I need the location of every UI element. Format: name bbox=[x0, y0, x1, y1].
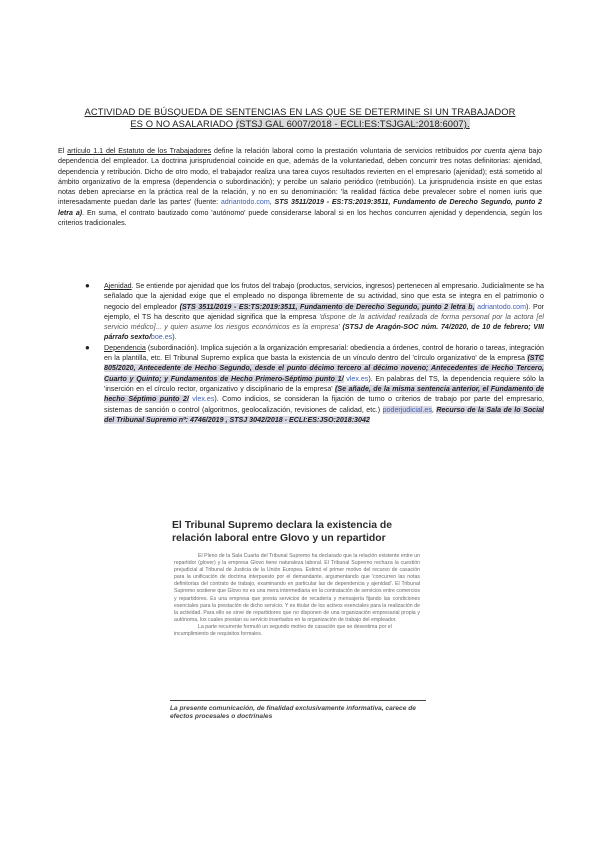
page-title bbox=[70, 106, 530, 130]
bullet-citation: (STS 3511/2019 - ES:TS:2019:3511, Fundamento de Derecho Segundo, punto 2 letra b, bbox=[179, 302, 475, 311]
bullet-citation: Recurso de la Sala de lo Social del Tribunal Supremo nº: 4746/2019 , STSJ 3042/2018 - ECLI:ES:JSO:2018:3042 bbox=[104, 405, 544, 424]
bullet-lead: Ajenidad bbox=[104, 282, 132, 290]
title-line1: ACTIVIDAD DE BÚSQUEDA DE SENTENCIAS EN LAS QUE SE DETERMINE SI UN TRABAJADOR bbox=[84, 106, 516, 117]
statute-link[interactable]: artículo 1.1 del Estatuto de los Trabajadores bbox=[67, 147, 212, 155]
bullet-icon: ● bbox=[85, 281, 90, 290]
source-link[interactable]: adriantodo.com bbox=[220, 198, 270, 207]
bullet-text: ). En palabras del TS, la dependencia requiere sólo la 'inserción en el círculo rector, organizativo y disciplinario de la empresa' bbox=[104, 374, 544, 393]
clipping-body: El Pleno de la Sala Cuarta del Tribunal Supremo ha declarado que la relación existente entre un repartidor (glover) y la empresa Glovo tiene naturaleza laboral. El Tribunal Supremo rechaza la cuestión prejudicial al Tribunal de Justicia de la Unión Europea. Estimó el primer motivo del recurso de casación para la unificación de doctrina interpuesto por el demandante, argumentando que 'concurren las notas definitorias del contrato de trabajo, examinando en particular las de dependencia y ajenidad'. El Tribunal Supremo sostiene que Glovo no es una mera intermediaria en la contratación de servicios entre comercios y repartidores. Es una empresa que presta servicios de recadería y mensajería fijando las condiciones esenciales para la prestación de dicho servicio. Y es titular de los activos esenciales para la realización de la actividad. Para ello se sirve de repartidores que no disponen de una organización empresarial propia y autónoma, los cuales prestan su servicio insertados en la organización de trabajo del empleador. bbox=[174, 553, 420, 623]
press-clipping-image bbox=[168, 512, 430, 684]
bullet-text: ). Por ejemplo, el TS ha descrito que ajenidad significa que la empresa bbox=[104, 302, 544, 321]
source-link[interactable]: poderjudicial.es bbox=[382, 405, 432, 414]
source-link[interactable]: vlex.es bbox=[343, 374, 369, 383]
bullet-quote: 'dispone de la actividad realizada de forma personal por la actora [el servicio médico]... y quien asume los riesgos económicos es la empresa' bbox=[104, 312, 544, 332]
source-link[interactable]: boe.es bbox=[150, 333, 173, 342]
clipping-footer bbox=[170, 700, 426, 722]
bullet-citation: (STSJ de Aragón-SOC núm. 74/2020, de 10 de febrero; VIII párrafo sexto/ bbox=[104, 323, 544, 342]
title-line2a: ES O NO ASALARIADO bbox=[130, 118, 236, 129]
intro-citation: STS 3511/2019 - ES:TS:2019:3511, Fundamento de Derecho Segundo, punto 2 letra a) bbox=[58, 198, 542, 217]
bullet-text: ). Como indicios, se consideran la fijación de turno o criterios de trabajo por parte del empresario, sistemas de sanción o control (algoritmos, geolocalización, revisiones de calidad, etc.) bbox=[104, 395, 544, 414]
source-link[interactable]: adriantodo.com bbox=[474, 302, 527, 311]
bullet-text: (subordinación). Implica sujeción a la organización empresarial: obediencia a órdenes, control de horario o tareas, integración en la plantilla, etc. El Tribunal Supremo explica que basta la existencia de un vínculo dentro del 'círculo organizativo' de la empresa bbox=[104, 343, 544, 363]
bullet-citation: (STC 805/2020, Antecedente de Hecho Segundo, desde el punto décimo tercero al décimo noveno; Antecedentes de Hecho Tercero, Cuarto y Quinto; y Fundamentos de Hecho Primero-Séptimo punto 1/ bbox=[104, 354, 544, 383]
list-item-ajenidad bbox=[78, 281, 544, 343]
intro-text-1: El bbox=[58, 147, 68, 155]
list-item-dependencia bbox=[78, 343, 544, 425]
intro-text-3: bajo dependencia del empleador. La doctrina jurisprudencial coincide en que, además de la voluntariedad, deben concurrir tres notas definitorias: ajenidad, dependencia y retribución. Dicho de otro modo, el trabajador realiza una tarea cuyos resultados revierten en el empresario (ajenidad); está sometido al ámbito organizativo de la empresa (dependencia o subordinación); y percibe un salario periódico (retribución). La jurisprudencia insiste en que estas notas deben apreciarse en la práctica real de la relación, y no en su denominación: 'la realidad fáctica debe prevalecer sobre el nomen iuris que interesadamente puedan darle las partes' (fuente: bbox=[58, 147, 542, 207]
source-link[interactable]: vlex.es bbox=[188, 395, 215, 404]
bullet-lead: Dependencia bbox=[104, 343, 146, 352]
intro-text-5: . En suma, el contrato bautizado como 'autónomo' puede considerarse laboral si en los hechos concurren ajenidad y dependencia, según los criterios tradicionales. bbox=[58, 208, 542, 228]
bullet-text: , bbox=[431, 405, 437, 414]
bullet-citation: (Se añade, de la misma sentencia anterior, el Fundamento de hecho Séptimo punto 2/ bbox=[104, 384, 544, 404]
bullet-text: . Se entiende por ajenidad que los frutos del trabajo (productos, servicios, ingresos) pertenecen al empresario. Judicialmente se ha señalado que la ajenidad exige que el empleado no disponga libremente de su actividad, sino que esta se integra en el patrimonio o negocio del empleador bbox=[104, 282, 544, 311]
bullet-icon: ● bbox=[85, 342, 90, 352]
criteria-list bbox=[78, 281, 544, 425]
bullet-text: ). bbox=[172, 333, 177, 342]
clipping-body-2: La parte recurrente formuló un segundo motivo de casación que se desestima por el incumplimiento de requisitos formales. bbox=[174, 623, 392, 638]
title-citation: (STSJ GAL 6007/2018 - ECLI:ES:TSJGAL:2018:6007). bbox=[235, 118, 470, 129]
intro-text-2: define la relación laboral como la prestación voluntaria de servicios retribuidos bbox=[211, 147, 472, 155]
clipping-headline: El Tribunal Supremo declara la existencia de relación laboral entre Glovo y un repartidor bbox=[172, 520, 393, 544]
intro-paragraph bbox=[58, 146, 542, 228]
intro-italic: por cuenta ajena bbox=[471, 147, 526, 155]
intro-text-4: , bbox=[269, 198, 275, 207]
clipping-disclaimer: La presente comunicación, de finalidad exclusivamente informativa, carece de efectos procesales o doctrinales bbox=[170, 705, 416, 721]
